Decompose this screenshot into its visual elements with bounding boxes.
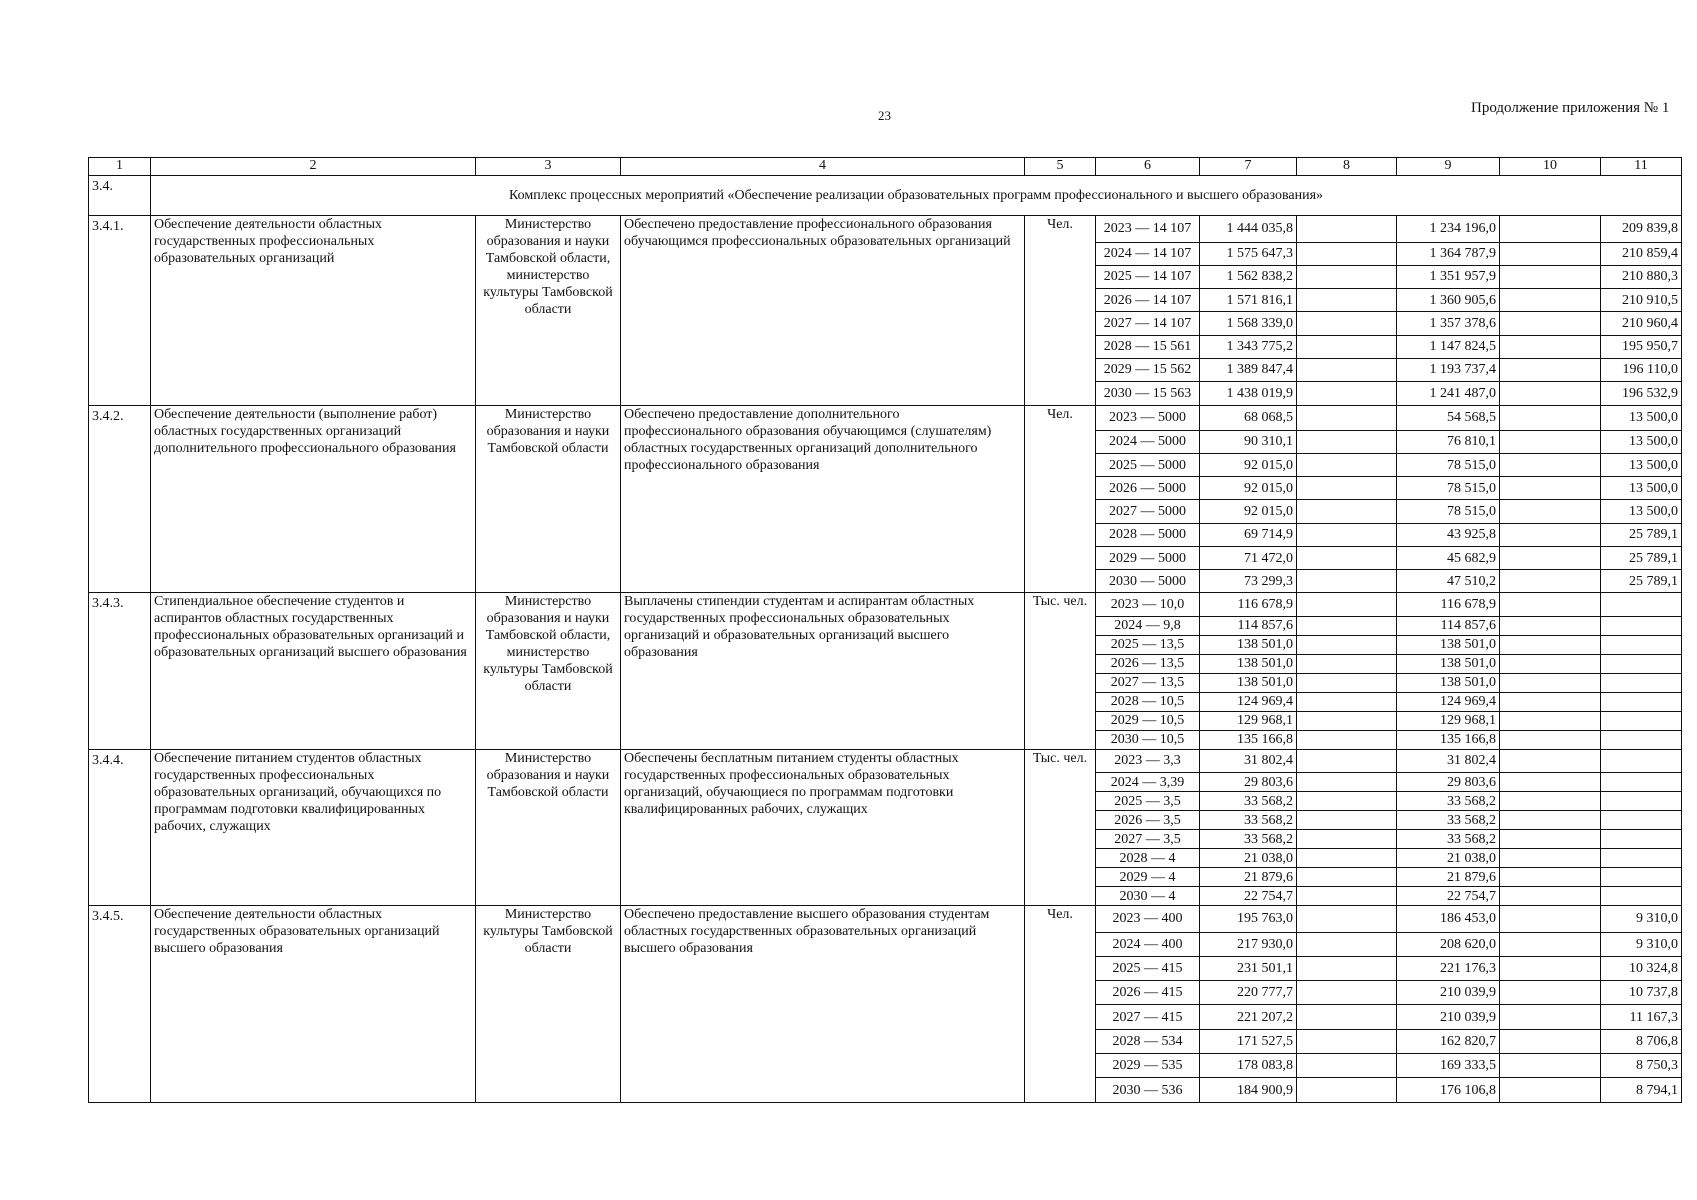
year-indicator-cell: 2030 — 4	[1096, 887, 1200, 906]
value-cell	[1297, 242, 1397, 265]
value-cell: 217 930,0	[1200, 932, 1297, 956]
value-cell	[1601, 830, 1682, 849]
value-cell	[1297, 887, 1397, 906]
value-cell: 1 351 957,9	[1397, 265, 1500, 288]
year-indicator-cell: 2023 — 5000	[1096, 406, 1200, 430]
value-cell: 1 357 378,6	[1397, 312, 1500, 335]
year-indicator-cell: 2030 — 536	[1096, 1078, 1200, 1103]
year-indicator-cell: 2026 — 5000	[1096, 477, 1200, 500]
value-cell	[1297, 216, 1397, 242]
value-cell	[1297, 932, 1397, 956]
value-cell: 13 500,0	[1601, 500, 1682, 523]
value-cell: 29 803,6	[1397, 773, 1500, 792]
value-cell	[1500, 773, 1601, 792]
value-cell: 78 515,0	[1397, 477, 1500, 500]
value-cell: 21 879,6	[1200, 868, 1297, 887]
value-cell: 209 839,8	[1601, 216, 1682, 242]
value-cell: 8 750,3	[1601, 1054, 1682, 1078]
year-indicator-cell: 2028 — 4	[1096, 849, 1200, 868]
value-cell: 221 207,2	[1200, 1005, 1297, 1029]
value-cell: 73 299,3	[1200, 570, 1297, 593]
year-indicator-cell: 2025 — 14 107	[1096, 265, 1200, 288]
value-cell: 31 802,4	[1200, 749, 1297, 772]
value-cell: 1 147 824,5	[1397, 335, 1500, 358]
item-code: 3.4.4.	[89, 749, 151, 905]
year-indicator-cell: 2027 — 14 107	[1096, 312, 1200, 335]
value-cell	[1601, 635, 1682, 654]
year-indicator-cell: 2025 — 3,5	[1096, 792, 1200, 811]
column-header: 4	[621, 158, 1025, 176]
value-cell: 1 360 905,6	[1397, 289, 1500, 312]
item-executor: Министерство образования и науки Тамбовской области, министерство культуры Тамбовской области	[476, 593, 621, 749]
value-cell	[1297, 773, 1397, 792]
value-cell: 92 015,0	[1200, 453, 1297, 476]
value-cell: 135 166,8	[1200, 730, 1297, 749]
year-indicator-cell: 2024 — 9,8	[1096, 616, 1200, 635]
item-code: 3.4.3.	[89, 593, 151, 749]
value-cell: 196 532,9	[1601, 382, 1682, 406]
value-cell	[1297, 335, 1397, 358]
year-indicator-cell: 2028 — 10,5	[1096, 692, 1200, 711]
value-cell: 195 763,0	[1200, 906, 1297, 932]
value-cell	[1500, 811, 1601, 830]
value-cell: 1 364 787,9	[1397, 242, 1500, 265]
item-executor: Министерство образования и науки Тамбовской области, министерство культуры Тамбовской области	[476, 216, 621, 406]
year-indicator-cell: 2023 — 400	[1096, 906, 1200, 932]
year-indicator-cell: 2029 — 5000	[1096, 546, 1200, 569]
value-cell: 1 241 487,0	[1397, 382, 1500, 406]
value-cell: 220 777,7	[1200, 981, 1297, 1005]
value-cell: 176 106,8	[1397, 1078, 1500, 1103]
value-cell	[1500, 430, 1601, 453]
value-cell: 210 910,5	[1601, 289, 1682, 312]
value-cell: 92 015,0	[1200, 477, 1297, 500]
value-cell: 196 110,0	[1601, 358, 1682, 381]
value-cell	[1500, 1078, 1601, 1103]
column-header: 11	[1601, 158, 1682, 176]
value-cell: 33 568,2	[1200, 792, 1297, 811]
value-cell	[1297, 1078, 1397, 1103]
value-cell: 9 310,0	[1601, 906, 1682, 932]
value-cell: 195 950,7	[1601, 335, 1682, 358]
value-cell	[1297, 654, 1397, 673]
value-cell	[1500, 692, 1601, 711]
year-indicator-cell: 2028 — 15 561	[1096, 335, 1200, 358]
value-cell	[1500, 654, 1601, 673]
value-cell	[1500, 932, 1601, 956]
year-indicator-cell: 2030 — 5000	[1096, 570, 1200, 593]
table-row	[89, 906, 1682, 932]
year-indicator-cell: 2025 — 415	[1096, 956, 1200, 980]
value-cell	[1500, 635, 1601, 654]
value-cell: 210 859,4	[1601, 242, 1682, 265]
value-cell	[1297, 792, 1397, 811]
value-cell	[1500, 616, 1601, 635]
column-header: 8	[1297, 158, 1397, 176]
value-cell	[1297, 265, 1397, 288]
value-cell: 25 789,1	[1601, 523, 1682, 546]
value-cell	[1500, 849, 1601, 868]
value-cell	[1297, 906, 1397, 932]
value-cell	[1500, 358, 1601, 381]
value-cell: 231 501,1	[1200, 956, 1297, 980]
value-cell: 21 038,0	[1200, 849, 1297, 868]
item-code: 3.4.1.	[89, 216, 151, 406]
value-cell: 1 193 737,4	[1397, 358, 1500, 381]
value-cell: 210 039,9	[1397, 1005, 1500, 1029]
value-cell: 210 039,9	[1397, 981, 1500, 1005]
value-cell: 43 925,8	[1397, 523, 1500, 546]
value-cell: 78 515,0	[1397, 500, 1500, 523]
value-cell: 129 968,1	[1397, 711, 1500, 730]
value-cell: 13 500,0	[1601, 430, 1682, 453]
column-header: 2	[151, 158, 476, 176]
value-cell	[1297, 673, 1397, 692]
value-cell: 8 794,1	[1601, 1078, 1682, 1103]
value-cell: 45 682,9	[1397, 546, 1500, 569]
value-cell	[1297, 500, 1397, 523]
value-cell: 138 501,0	[1397, 654, 1500, 673]
value-cell: 1 438 019,9	[1200, 382, 1297, 406]
item-result: Обеспечено предоставление профессионального образования обучающимся профессиональных образовательных организаций	[621, 216, 1025, 406]
value-cell	[1297, 811, 1397, 830]
item-code: 3.4.5.	[89, 906, 151, 1103]
value-cell: 1 562 838,2	[1200, 265, 1297, 288]
value-cell: 22 754,7	[1397, 887, 1500, 906]
value-cell	[1297, 616, 1397, 635]
value-cell: 138 501,0	[1397, 673, 1500, 692]
value-cell: 33 568,2	[1397, 792, 1500, 811]
value-cell	[1500, 523, 1601, 546]
value-cell: 114 857,6	[1200, 616, 1297, 635]
value-cell	[1500, 216, 1601, 242]
value-cell: 9 310,0	[1601, 932, 1682, 956]
value-cell	[1297, 981, 1397, 1005]
value-cell	[1297, 312, 1397, 335]
value-cell	[1500, 289, 1601, 312]
year-indicator-cell: 2023 — 14 107	[1096, 216, 1200, 242]
year-indicator-cell: 2026 — 14 107	[1096, 289, 1200, 312]
value-cell: 116 678,9	[1397, 593, 1500, 616]
value-cell	[1601, 792, 1682, 811]
value-cell	[1297, 523, 1397, 546]
value-cell	[1601, 673, 1682, 692]
value-cell	[1500, 1005, 1601, 1029]
value-cell	[1500, 242, 1601, 265]
value-cell	[1500, 906, 1601, 932]
value-cell	[1297, 749, 1397, 772]
year-indicator-cell: 2029 — 4	[1096, 868, 1200, 887]
value-cell	[1297, 692, 1397, 711]
value-cell: 169 333,5	[1397, 1054, 1500, 1078]
value-cell: 90 310,1	[1200, 430, 1297, 453]
value-cell: 33 568,2	[1200, 830, 1297, 849]
item-code: 3.4.2.	[89, 406, 151, 593]
value-cell: 1 444 035,8	[1200, 216, 1297, 242]
year-indicator-cell: 2028 — 534	[1096, 1029, 1200, 1053]
value-cell	[1500, 730, 1601, 749]
value-cell: 114 857,6	[1397, 616, 1500, 635]
value-cell: 162 820,7	[1397, 1029, 1500, 1053]
year-indicator-cell: 2024 — 14 107	[1096, 242, 1200, 265]
year-indicator-cell: 2026 — 3,5	[1096, 811, 1200, 830]
value-cell: 1 568 339,0	[1200, 312, 1297, 335]
value-cell	[1500, 593, 1601, 616]
value-cell: 11 167,3	[1601, 1005, 1682, 1029]
value-cell: 10 737,8	[1601, 981, 1682, 1005]
value-cell: 54 568,5	[1397, 406, 1500, 430]
value-cell: 78 515,0	[1397, 453, 1500, 476]
value-cell	[1500, 406, 1601, 430]
value-cell	[1601, 887, 1682, 906]
item-name: Стипендиальное обеспечение студентов и аспирантов областных государственных профессиональных образовательных организаций и образовательных организаций высшего образования	[151, 593, 476, 749]
section-code: 3.4.	[89, 175, 151, 215]
value-cell: 208 620,0	[1397, 932, 1500, 956]
item-result: Выплачены стипендии студентам и аспирантам областных государственных профессиональных образовательных организаций и образовательных организаций высшего образования	[621, 593, 1025, 749]
column-header: 10	[1500, 158, 1601, 176]
value-cell: 138 501,0	[1200, 635, 1297, 654]
year-indicator-cell: 2030 — 10,5	[1096, 730, 1200, 749]
value-cell	[1500, 453, 1601, 476]
value-cell	[1297, 1005, 1397, 1029]
value-cell	[1297, 477, 1397, 500]
value-cell: 31 802,4	[1397, 749, 1500, 772]
table-row	[89, 216, 1682, 242]
item-executor: Министерство образования и науки Тамбовской области	[476, 406, 621, 593]
value-cell: 25 789,1	[1601, 546, 1682, 569]
value-cell: 124 969,4	[1397, 692, 1500, 711]
item-unit: Тыс. чел.	[1025, 749, 1096, 905]
value-cell: 10 324,8	[1601, 956, 1682, 980]
value-cell: 1 343 775,2	[1200, 335, 1297, 358]
value-cell	[1297, 868, 1397, 887]
item-name: Обеспечение деятельности областных государственных профессиональных образовательных организаций	[151, 216, 476, 406]
value-cell	[1297, 635, 1397, 654]
value-cell: 68 068,5	[1200, 406, 1297, 430]
value-cell	[1297, 849, 1397, 868]
value-cell	[1297, 546, 1397, 569]
value-cell: 1 571 816,1	[1200, 289, 1297, 312]
value-cell: 138 501,0	[1200, 654, 1297, 673]
year-indicator-cell: 2029 — 15 562	[1096, 358, 1200, 381]
column-header: 5	[1025, 158, 1096, 176]
value-cell	[1297, 358, 1397, 381]
value-cell	[1500, 830, 1601, 849]
value-cell: 33 568,2	[1397, 830, 1500, 849]
value-cell	[1297, 430, 1397, 453]
year-indicator-cell: 2028 — 5000	[1096, 523, 1200, 546]
year-indicator-cell: 2029 — 10,5	[1096, 711, 1200, 730]
value-cell: 135 166,8	[1397, 730, 1500, 749]
value-cell	[1601, 868, 1682, 887]
value-cell	[1500, 711, 1601, 730]
value-cell	[1297, 289, 1397, 312]
year-indicator-cell: 2023 — 10,0	[1096, 593, 1200, 616]
table-row	[89, 593, 1682, 616]
value-cell	[1297, 453, 1397, 476]
value-cell	[1601, 692, 1682, 711]
continuation-note: Продолжение приложения № 1	[1471, 100, 1670, 116]
value-cell	[1500, 749, 1601, 772]
value-cell	[1601, 654, 1682, 673]
value-cell	[1500, 673, 1601, 692]
value-cell: 69 714,9	[1200, 523, 1297, 546]
year-indicator-cell: 2030 — 15 563	[1096, 382, 1200, 406]
data-table	[88, 157, 1682, 1103]
year-indicator-cell: 2027 — 13,5	[1096, 673, 1200, 692]
year-indicator-cell: 2025 — 5000	[1096, 453, 1200, 476]
value-cell: 116 678,9	[1200, 593, 1297, 616]
value-cell: 47 510,2	[1397, 570, 1500, 593]
value-cell: 33 568,2	[1397, 811, 1500, 830]
value-cell	[1601, 711, 1682, 730]
value-cell: 13 500,0	[1601, 453, 1682, 476]
year-indicator-cell: 2026 — 13,5	[1096, 654, 1200, 673]
value-cell	[1500, 1029, 1601, 1053]
value-cell	[1297, 593, 1397, 616]
value-cell	[1601, 811, 1682, 830]
year-indicator-cell: 2027 — 5000	[1096, 500, 1200, 523]
value-cell	[1500, 887, 1601, 906]
item-result: Обеспечено предоставление дополнительного профессионального образования обучающимся (слушателям) областных государственных организаций дополнительного профессионального образования	[621, 406, 1025, 593]
value-cell	[1297, 830, 1397, 849]
value-cell: 29 803,6	[1200, 773, 1297, 792]
value-cell: 184 900,9	[1200, 1078, 1297, 1103]
value-cell: 178 083,8	[1200, 1054, 1297, 1078]
value-cell: 210 960,4	[1601, 312, 1682, 335]
value-cell	[1297, 570, 1397, 593]
value-cell	[1297, 1029, 1397, 1053]
year-indicator-cell: 2027 — 415	[1096, 1005, 1200, 1029]
value-cell: 76 810,1	[1397, 430, 1500, 453]
value-cell	[1500, 265, 1601, 288]
value-cell	[1297, 730, 1397, 749]
value-cell: 71 472,0	[1200, 546, 1297, 569]
value-cell	[1500, 382, 1601, 406]
value-cell: 186 453,0	[1397, 906, 1500, 932]
column-header: 9	[1397, 158, 1500, 176]
value-cell: 13 500,0	[1601, 477, 1682, 500]
value-cell: 171 527,5	[1200, 1029, 1297, 1053]
column-header: 6	[1096, 158, 1200, 176]
item-result: Обеспечены бесплатным питанием студенты областных государственных профессиональных образовательных организаций, обучающиеся по программам подготовки квалифицированных рабочих, служащих	[621, 749, 1025, 905]
value-cell	[1601, 730, 1682, 749]
value-cell	[1601, 616, 1682, 635]
value-cell: 1 389 847,4	[1200, 358, 1297, 381]
section-row	[89, 175, 1682, 215]
value-cell	[1297, 711, 1397, 730]
item-name: Обеспечение деятельности областных государственных образовательных организаций высшего образования	[151, 906, 476, 1103]
value-cell	[1500, 792, 1601, 811]
item-executor: Министерство культуры Тамбовской области	[476, 906, 621, 1103]
value-cell: 138 501,0	[1200, 673, 1297, 692]
value-cell	[1601, 849, 1682, 868]
item-unit: Чел.	[1025, 906, 1096, 1103]
column-number-row	[89, 158, 1682, 176]
column-header: 7	[1200, 158, 1297, 176]
page-number: 23	[878, 108, 891, 123]
value-cell	[1500, 981, 1601, 1005]
year-indicator-cell: 2023 — 3,3	[1096, 749, 1200, 772]
table-row	[89, 406, 1682, 430]
column-header: 3	[476, 158, 621, 176]
section-title: Комплекс процессных мероприятий «Обеспечение реализации образовательных программ профессионального и высшего образования»	[151, 175, 1682, 215]
value-cell: 21 038,0	[1397, 849, 1500, 868]
value-cell: 21 879,6	[1397, 868, 1500, 887]
item-name: Обеспечение питанием студентов областных государственных профессиональных образовательных организаций, обучающихся по программам подготовки квалифицированных рабочих, служащих	[151, 749, 476, 905]
value-cell: 210 880,3	[1601, 265, 1682, 288]
value-cell	[1500, 477, 1601, 500]
value-cell: 221 176,3	[1397, 956, 1500, 980]
year-indicator-cell: 2024 — 3,39	[1096, 773, 1200, 792]
value-cell	[1500, 546, 1601, 569]
value-cell	[1500, 570, 1601, 593]
value-cell: 25 789,1	[1601, 570, 1682, 593]
year-indicator-cell: 2026 — 415	[1096, 981, 1200, 1005]
value-cell	[1500, 956, 1601, 980]
value-cell	[1601, 749, 1682, 772]
year-indicator-cell: 2024 — 5000	[1096, 430, 1200, 453]
value-cell	[1297, 956, 1397, 980]
item-unit: Чел.	[1025, 216, 1096, 406]
value-cell	[1500, 500, 1601, 523]
value-cell: 92 015,0	[1200, 500, 1297, 523]
table-row	[89, 749, 1682, 772]
value-cell	[1297, 382, 1397, 406]
item-name: Обеспечение деятельности (выполнение работ) областных государственных организаций дополнительного профессионального образования	[151, 406, 476, 593]
column-header: 1	[89, 158, 151, 176]
year-indicator-cell: 2024 — 400	[1096, 932, 1200, 956]
value-cell	[1297, 406, 1397, 430]
year-indicator-cell: 2025 — 13,5	[1096, 635, 1200, 654]
value-cell	[1297, 1054, 1397, 1078]
value-cell: 8 706,8	[1601, 1029, 1682, 1053]
value-cell: 1 575 647,3	[1200, 242, 1297, 265]
value-cell: 33 568,2	[1200, 811, 1297, 830]
item-executor: Министерство образования и науки Тамбовской области	[476, 749, 621, 905]
value-cell	[1601, 593, 1682, 616]
item-result: Обеспечено предоставление высшего образования студентам областных государственных образовательных организаций высшего образования	[621, 906, 1025, 1103]
value-cell	[1500, 868, 1601, 887]
value-cell: 22 754,7	[1200, 887, 1297, 906]
value-cell: 129 968,1	[1200, 711, 1297, 730]
value-cell	[1500, 335, 1601, 358]
year-indicator-cell: 2027 — 3,5	[1096, 830, 1200, 849]
value-cell: 13 500,0	[1601, 406, 1682, 430]
year-indicator-cell: 2029 — 535	[1096, 1054, 1200, 1078]
value-cell	[1500, 1054, 1601, 1078]
item-unit: Чел.	[1025, 406, 1096, 593]
value-cell: 138 501,0	[1397, 635, 1500, 654]
value-cell	[1601, 773, 1682, 792]
value-cell: 1 234 196,0	[1397, 216, 1500, 242]
item-unit: Тыс. чел.	[1025, 593, 1096, 749]
value-cell: 124 969,4	[1200, 692, 1297, 711]
value-cell	[1500, 312, 1601, 335]
